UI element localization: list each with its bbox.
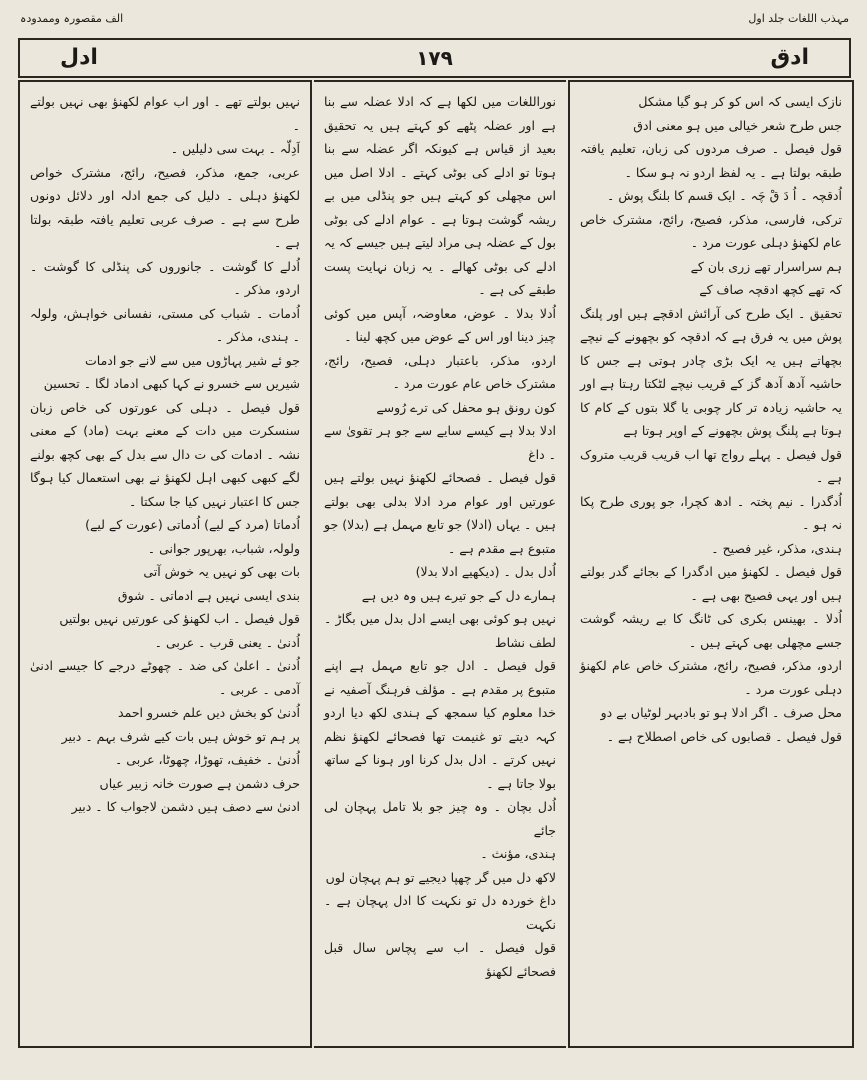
column-right-entry: ہندی، مذکر، غیر فصیح ۔ (711, 540, 842, 556)
column-left (18, 80, 312, 1048)
column-right-entry: نازک ایسی کہ اس کو کر ہو گیا مشکل (638, 94, 842, 109)
column-right-entry: تحقیق ۔ ایک طرح کی آرائش ادقچے ہیں اور پلنگ پوش میں یہ فرق ہے کہ ادقچہ کو بچھونے کے نیچے بچھاتے ہیں یہ ایک بڑی چادر ہوتی ہے جس کا حاشیہ آدھ آدھ گز کے قریب نیچے لٹکتا رہتا ہے اور یہ حاشیہ زیادہ تر کار چوبی یا گلا بتوں کے کام کا ہوتا ہے پلنگ پوش بچھونے کے اوپر ہوتا ہے (580, 305, 842, 438)
column-right-entry: ترکی، فارسی، مذکر، فصیح، رائج، مشترک خاص عام لکھنؤ دہلی عورت مرد ۔ (580, 211, 842, 250)
column-left-entry: اَدِلّہ ۔ بہت سی دلیلیں ۔ (170, 141, 300, 156)
column-left-entry: جو ئے شیر پہاڑوں میں سے لانے جو ادمات (85, 352, 300, 368)
running-head-right: مہذب اللغات جلد اول (748, 12, 849, 25)
column-left-entry: پر ہم تو خوش ہیں بات کیے شرف بہم ۔ دبیر (61, 728, 300, 744)
column-middle-entry: اردو، مذکر، باعتبار دہلی، فصیح، رائج، مشترک خاص عام عورت مرد ۔ (324, 352, 556, 391)
column-right-entry: قول فیصل ۔ صرف مردوں کی زبان، تعلیم یافتہ طبقہ بولتا ہے ۔ یہ لفظ اردو نہ ہو سکا ۔ (580, 141, 842, 180)
column-middle-entry: ہمارے دل کے جو تیرے ہیں وہ دیں ہے (361, 587, 556, 603)
column-right-entry: جس طرح شعر خیالی میں ہو معنی ادق (633, 117, 842, 133)
column-right-entry: اُدلا ۔ بھینس بکری کی ٹانگ کا بے ریشہ گوشت جسے مچھلی بھی کہتے ہیں ۔ (580, 611, 842, 650)
column-middle-entry: قول فیصل ۔ اب سے پچاس سال قبل فصحائے لکھنؤ (324, 940, 556, 979)
column-middle-entry: نہیں ہو کوئی بھی ایسے ادل بدل میں بگاڑ ۔ لطف نشاط (324, 611, 556, 650)
header-headword-right: ادق (770, 45, 809, 70)
column-left-entry: اُدمات ۔ شباب کی مستی، نفسانی خواہش، ولولہ ۔ ہندی، مذکر ۔ (30, 305, 300, 344)
column-right-entry: قول فیصل ۔ پہلے رواج تھا اب قریب قریب متروک ہے ۔ (580, 446, 842, 485)
column-right-entry: کہ تھے کچھ ادقچہ صاف کے (699, 282, 842, 297)
column-middle-entry: قول فیصل ۔ ادل جو تابع مہمل ہے اپنے متبوع پر مقدم ہے ۔ مؤلف فرہنگ آصفیہ نے خدا معلوم کیا سمجھ کے ہندی لکھ دیا اردو کہہ دیتے تو غنیمت تھا فصحائے لکھنؤ نظم نہیں کرتے ۔ ادل بدل کرنا اور ہونا کے ساتھ بولا جاتا ہے ۔ (324, 658, 556, 791)
column-middle-entry: قول فیصل ۔ فصحائے لکھنؤ نہیں بولتے ہیں عورتیں اور عوام مرد ادلا بدلی بھی بولتے ہیں ۔ یہاں (ادلا) جو تابع مہمل ہے (بدلا) جو متبوع ہے مقدم ہے ۔ (324, 470, 556, 556)
column-left-entry: حرف دشمن ہے صورت خانہ زبیر عیاں (99, 775, 300, 791)
column-left-entry: شیریں سے خسرو نے کہا کبھی ادماد لگا ۔ تحسین (43, 376, 300, 391)
running-head-left: الف مقصورہ وممدودہ (20, 12, 124, 25)
column-left-entry: بات بھی کو نہیں یہ خوش آتی (143, 564, 300, 579)
column-left-entry: ولولہ، شباب، بھرپور جوانی ۔ (147, 540, 300, 556)
running-head (20, 8, 849, 30)
column-right (568, 80, 854, 1048)
page-header (18, 38, 851, 78)
column-left-entry: بندی ایسی نہیں ہے ادماتی ۔ شوق (117, 587, 300, 603)
column-middle-entry: نوراللغات میں لکھا ہے کہ ادلا عضلہ سے بنا ہے اور عضلہ پٹھے کو کہتے ہیں یہ تحقیق بعید از قیاس ہے کیونکہ اگر عضلہ سے بنا ہوتا تو ادلے کی بوٹی کہتے ۔ ادلا اصل میں اس مچھلی کو کہتے ہیں جو پنڈلی میں بے ریشہ گوشت ہوتا ہے ۔ عوام ادلے کی بوٹی بول کے عضلہ ہی مراد لیتے ہیں جیسے کہ یہ ادلے کی بوٹی کھالے ۔ یہ زبان نہایت پست طبقے کی ہے ۔ (324, 94, 556, 297)
column-left-entry: اُدنیٰ کو بخش دیں علم خسرو احمد (118, 705, 300, 720)
column-right-entry: قول فیصل ۔ لکھنؤ میں ادگدرا کے بجائے گدر بولتے ہیں اور یہی فصیح بھی ہے ۔ (580, 564, 842, 603)
column-middle-entry: ادلا بدلا ہے کیسے سایے سے جو ہر تقویٰ سے ۔ داغ (324, 423, 556, 462)
column-left-entry: اُدنیٰ ۔ اعلیٰ کی ضد ۔ چھوٹے درجے کا جیسے ادنیٰ آدمی ۔ عربی ۔ (30, 658, 300, 697)
column-middle (314, 80, 566, 1048)
column-right-entry: محل صرف ۔ اگر ادلا ہو تو بادبہر لوٹیاں بے دو (600, 705, 842, 720)
column-left-entry: قول فیصل ۔ اب لکھنؤ کی عورتیں نہیں بولتیں (59, 611, 300, 626)
column-middle-entry: اُدل بچان ۔ وہ چیز جو بلا تامل پہچان لی جائے (324, 799, 556, 838)
header-headword-left: ادل (60, 45, 98, 70)
page-number: ۱۷۹ (416, 46, 453, 70)
column-right-entry: ہم سراسرار تھے زری بان کے (690, 258, 842, 274)
column-right-entry: اُدگدرا ۔ نیم پختہ ۔ ادھ کچرا، جو پوری طرح پکا نہ ہو ۔ (580, 493, 842, 532)
column-middle-entry: اُدلا بدلا ۔ عوض، معاوضہ، آپس میں کوئی چیز دینا اور اس کے عوض میں کچھ لینا ۔ (324, 305, 556, 344)
column-left-entry: ادنیٰ سے دصف ہیں دشمن لاجواب کا ۔ دبیر (71, 799, 300, 814)
column-left-entry: اُدنیٰ ۔ یعنی قرب ۔ عربی ۔ (154, 634, 300, 650)
column-left-entry: قول فیصل ۔ دہلی کی عورتوں کی خاص زبان سنسکرت میں دات کے معنے بہت (ماد) کے معنی نشہ ۔ ادمات کی ت دال سے بدل کے بھی کچھ بولنے لگے کبھی کبھی اہل لکھنؤ نے بھی استعمال کیا ہوگا جس کا اعتبار نہیں کیا جا سکتا ۔ (30, 399, 300, 509)
column-left-entry: اُدماتا (مرد کے لیے) اُدماتی (عورت کے لیے) (85, 517, 300, 532)
column-right-entry: اردو، مذکر، فصیح، رائج، مشترک خاص عام لکھنؤ دہلی عورت مرد ۔ (580, 658, 842, 697)
column-left-entry: اُدلے کا گوشت ۔ جانوروں کی پنڈلی کا گوشت ۔ اردو، مذکر ۔ (30, 258, 300, 297)
column-middle-entry: داغ خوردہ دل تو نکہت کا ادل پہچان ہے ۔ نکہت (324, 893, 556, 932)
column-left-entry: نہیں بولتے تھے ۔ اور اب عوام لکھنؤ بھی نہیں بولتے ۔ (30, 94, 300, 133)
column-middle-entry: کون رونق ہو محفل کی ترے رُوسے (376, 399, 556, 415)
column-middle-entry: ہندی، مؤنث ۔ (480, 846, 556, 861)
column-middle-entry: لاکھ دل میں گر چھپا دیجیے تو ہم پہچان لوں (325, 869, 556, 885)
column-left-entry: اُدنیٰ ۔ خفیف، تھوڑا، چھوٹا، عربی ۔ (115, 752, 300, 767)
column-left-entry: عربی، جمع، مذکر، فصیح، رائج، مشترک خواص لکھنؤ دہلی ۔ دلیل کی جمع ادلہ اور دلائل دونوں طرح سے ہے ۔ صرف عربی تعلیم یافتہ طبقہ بولتا ہے ۔ (30, 164, 300, 250)
column-right-entry: اُدقچہ ۔ اُ دَ قْ چَہ ۔ ایک قسم کا بلنگ پوش ۔ (607, 188, 842, 203)
column-middle-entry: اُدل بدل ۔ (دیکھیے ادلا بدلا) (415, 564, 556, 579)
column-right-entry: قول فیصل ۔ قصابوں کی خاص اصطلاح ہے ۔ (606, 728, 842, 744)
